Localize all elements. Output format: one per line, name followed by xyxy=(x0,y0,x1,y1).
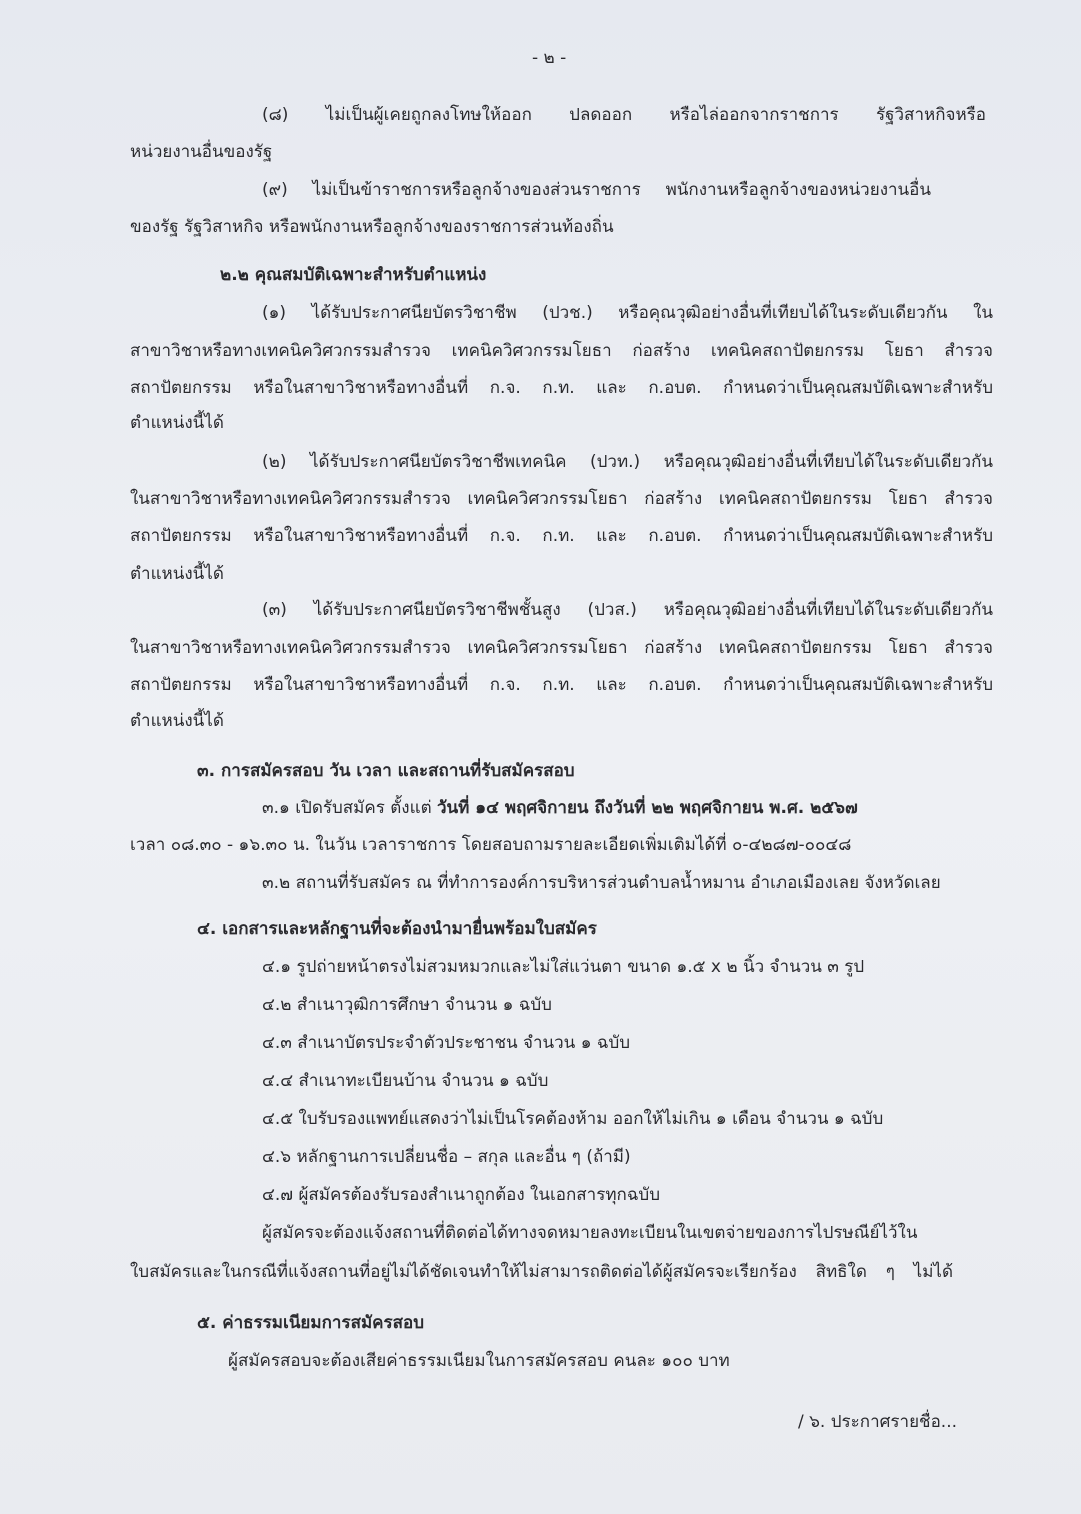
paragraph-line: ๓.๒ สถานที่รับสมัคร ณ ที่ทำการองค์การบริหารส่วนตำบลน้ำหมาน อำเภอเมืองเลย จังหวัดเลย xyxy=(262,873,941,893)
paragraph-line: (๙) ไม่เป็นข้าราชการหรือลูกจ้างของส่วนราชการ พนักงานหรือลูกจ้างของหน่วยงานอื่น xyxy=(262,180,931,200)
paragraph-line: เวลา ๐๘.๓๐ - ๑๖.๓๐ น. ในวัน เวลาราชการ โดยสอบถามรายละเอียดเพิ่มเติมได้ที่ ๐-๔๒๘๗-๐๐๔๘ xyxy=(130,835,852,855)
paragraph-line: หน่วยงานอื่นของรัฐ xyxy=(130,142,273,162)
list-item: ๔.๖ หลักฐานการเปลี่ยนชื่อ – สกุล และอื่น ๆ (ถ้ามี) xyxy=(262,1147,631,1167)
paragraph-line: (๑) ได้รับประกาศนียบัตรวิชาชีพ (ปวช.) หรือคุณวุฒิอย่างอื่นที่เทียบได้ในระดับเดียวกัน ใน xyxy=(262,303,993,323)
paragraph-line: สถาปัตยกรรม หรือในสาขาวิชาหรือทางอื่นที่ ก.จ. ก.ท. และ ก.อบต. กำหนดว่าเป็นคุณสมบัติเฉพาะสำหรับ xyxy=(130,675,993,695)
section-heading: ๓. การสมัครสอบ วัน เวลา และสถานที่รับสมัครสอบ xyxy=(197,761,575,781)
page-number: - ๒ - xyxy=(532,48,567,68)
paragraph-line: สาขาวิชาหรือทางเทคนิควิศวกรรมสำรวจ เทคนิควิศวกรรมโยธา ก่อสร้าง เทคนิคสถาปัตยกรรม โยธา สำรวจ xyxy=(130,341,993,361)
paragraph-line: ใบสมัครและในกรณีที่แจ้งสถานที่อยู่ไม่ได้ชัดเจนทำให้ไม่สามารถติดต่อได้ผู้สมัครจะเรียกร้อง สิทธิใด ๆ ไม่ได้ xyxy=(130,1262,953,1282)
paragraph-line: ของรัฐ รัฐวิสาหกิจ หรือพนักงานหรือลูกจ้างของราชการส่วนท้องถิ่น xyxy=(130,217,614,237)
paragraph-line: ในสาขาวิชาหรือทางเทคนิควิศวกรรมสำรวจ เทคนิควิศวกรรมโยธา ก่อสร้าง เทคนิคสถาปัตยกรรม โยธา สำรวจ xyxy=(130,489,993,509)
continuation-note: / ๖. ประกาศรายชื่อ... xyxy=(798,1412,958,1432)
list-item: ๔.๒ สำเนาวุฒิการศึกษา จำนวน ๑ ฉบับ xyxy=(262,995,552,1015)
paragraph-line: ๓.๑ เปิดรับสมัคร ตั้งแต่ วันที่ ๑๔ พฤศจิกายน ถึงวันที่ ๒๒ พฤศจิกายน พ.ศ. ๒๕๖๗ xyxy=(262,798,858,818)
paragraph-line: (๒) ได้รับประกาศนียบัตรวิชาชีพเทคนิค (ปวท.) หรือคุณวุฒิอย่างอื่นที่เทียบได้ในระดับเดียวกัน xyxy=(262,452,993,472)
paragraph-line: (๓) ได้รับประกาศนียบัตรวิชาชีพชั้นสูง (ปวส.) หรือคุณวุฒิอย่างอื่นที่เทียบได้ในระดับเดียวกัน xyxy=(262,600,993,620)
section-heading: ๒.๒ คุณสมบัติเฉพาะสำหรับตำแหน่ง xyxy=(220,265,487,285)
list-item: ๔.๔ สำเนาทะเบียนบ้าน จำนวน ๑ ฉบับ xyxy=(262,1071,549,1091)
paragraph-line: ผู้สมัครสอบจะต้องเสียค่าธรรมเนียมในการสมัครสอบ คนละ ๑๐๐ บาท xyxy=(228,1351,730,1371)
section-heading: ๔. เอกสารและหลักฐานที่จะต้องนำมายื่นพร้อมใบสมัคร xyxy=(197,919,597,939)
list-item: ๔.๓ สำเนาบัตรประจำตัวประชาชน จำนวน ๑ ฉบับ xyxy=(262,1033,631,1053)
paragraph-line: (๘) ไม่เป็นผู้เคยถูกลงโทษให้ออก ปลดออก หรือไล่ออกจากราชการ รัฐวิสาหกิจหรือ xyxy=(262,105,986,125)
list-item: ๔.๑ รูปถ่ายหน้าตรงไม่สวมหมวกและไม่ใส่แว่นตา ขนาด ๑.๕ x ๒ นิ้ว จำนวน ๓ รูป xyxy=(262,957,865,977)
section-heading: ๕. ค่าธรรมเนียมการสมัครสอบ xyxy=(197,1313,425,1333)
list-item: ๔.๗ ผู้สมัครต้องรับรองสำเนาถูกต้อง ในเอกสารทุกฉบับ xyxy=(262,1185,661,1205)
paragraph-line: สถาปัตยกรรม หรือในสาขาวิชาหรือทางอื่นที่ ก.จ. ก.ท. และ ก.อบต. กำหนดว่าเป็นคุณสมบัติเฉพาะสำหรับ xyxy=(130,526,993,546)
paragraph-line: ผู้สมัครจะต้องแจ้งสถานที่ติดต่อได้ทางจดหมายลงทะเบียนในเขตจ่ายของการไปรษณีย์ไว้ใน xyxy=(262,1223,918,1243)
paragraph-line: ในสาขาวิชาหรือทางเทคนิควิศวกรรมสำรวจ เทคนิควิศวกรรมโยธา ก่อสร้าง เทคนิคสถาปัตยกรรม โยธา สำรวจ xyxy=(130,638,993,658)
list-item: ๔.๕ ใบรับรองแพทย์แสดงว่าไม่เป็นโรคต้องห้าม ออกให้ไม่เกิน ๑ เดือน จำนวน ๑ ฉบับ xyxy=(262,1109,884,1129)
paragraph-line: ตำแหน่งนี้ได้ xyxy=(130,564,224,584)
paragraph-line: ตำแหน่งนี้ได้ xyxy=(130,711,224,731)
paragraph-line: สถาปัตยกรรม หรือในสาขาวิชาหรือทางอื่นที่ ก.จ. ก.ท. และ ก.อบต. กำหนดว่าเป็นคุณสมบัติเฉพาะสำหรับ xyxy=(130,378,993,398)
paragraph-line: ตำแหน่งนี้ได้ xyxy=(130,413,224,433)
